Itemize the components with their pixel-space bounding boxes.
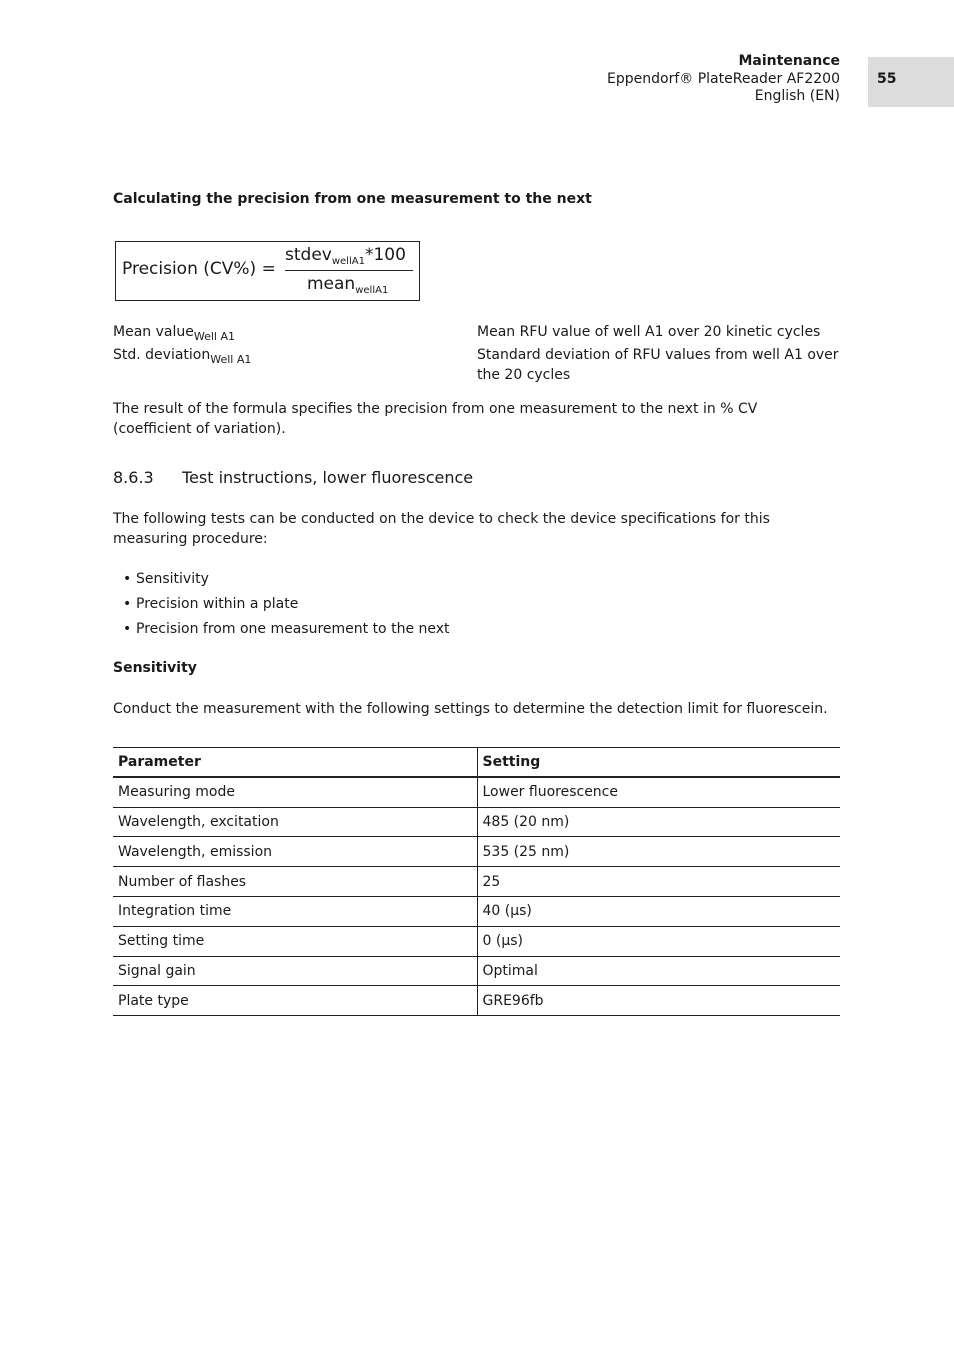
table-row <box>113 896 840 926</box>
table-cell-setting: Optimal <box>477 956 840 986</box>
formula-lhs: Precision (CV%) = <box>122 259 276 279</box>
table-cell-setting: GRE96fb <box>477 986 840 1016</box>
sensitivity-heading: Sensitivity <box>113 660 197 676</box>
definition-description: Mean RFU value of well A1 over 20 kinetic cycles <box>477 324 821 340</box>
definition-term <box>113 345 251 366</box>
table-row <box>113 777 840 807</box>
page-number-tab <box>868 57 954 107</box>
definition-term-main: Std. deviation <box>113 347 211 363</box>
table-cell-parameter: Number of flashes <box>113 867 477 897</box>
table-cell-setting: 0 (µs) <box>477 926 840 956</box>
definition-term-main: Mean value <box>113 324 194 340</box>
table-cell-parameter: Measuring mode <box>113 777 477 807</box>
table-cell-setting: 485 (20 nm) <box>477 807 840 837</box>
list-item-text: Sensitivity <box>136 571 209 587</box>
formula-numerator-tail: *100 <box>364 245 406 265</box>
table-row <box>113 807 840 837</box>
header-product-name: Eppendorf® PlateReader AF2200 <box>607 70 840 87</box>
list-item: • Precision within a plate <box>123 596 299 612</box>
section-title: Test instructions, lower fluorescence <box>182 468 474 487</box>
table-header-row <box>113 748 840 778</box>
column-header-parameter: Parameter <box>113 748 477 778</box>
table-cell-parameter: Wavelength, emission <box>113 837 477 867</box>
table-row <box>113 986 840 1016</box>
section-number: 8.6.3 <box>113 468 154 487</box>
header-section-title: Maintenance <box>738 53 840 69</box>
definition-description: Standard deviation of RFU values from well A1 over the 20 cycles <box>477 347 839 383</box>
page-header <box>607 53 840 106</box>
table-cell-parameter: Signal gain <box>113 956 477 986</box>
column-header-setting: Setting <box>477 748 840 778</box>
table-cell-parameter: Plate type <box>113 986 477 1016</box>
table-cell-setting: 40 (µs) <box>477 896 840 926</box>
intro-paragraph: The following tests can be conducted on the device to check the device specifications for this measuring procedure: <box>113 511 770 547</box>
header-language: English (EN) <box>754 88 840 104</box>
page-number: 55 <box>877 71 897 87</box>
precision-formula <box>115 241 420 301</box>
table-row <box>113 956 840 986</box>
list-item-text: Precision from one measurement to the next <box>136 621 450 637</box>
table-row <box>113 837 840 867</box>
table-row <box>113 867 840 897</box>
result-paragraph: The result of the formula specifies the precision from one measurement to the next in % CV (coefficient of variation). <box>113 401 758 437</box>
formula-denominator <box>307 274 388 294</box>
definition-term-sub: Well A1 <box>210 353 252 366</box>
table-cell-setting: Lower fluorescence <box>477 777 840 807</box>
formula-numerator <box>285 245 406 265</box>
table-cell-parameter: Wavelength, excitation <box>113 807 477 837</box>
table-cell-parameter: Integration time <box>113 896 477 926</box>
definition-term <box>113 322 235 343</box>
table-cell-setting: 25 <box>477 867 840 897</box>
table-cell-parameter: Setting time <box>113 926 477 956</box>
settings-table <box>113 747 840 1016</box>
table-row <box>113 926 840 956</box>
formula-denominator-sub: wellA1 <box>355 285 389 296</box>
definition-term-sub: Well A1 <box>193 330 235 343</box>
calculation-heading: Calculating the precision from one measurement to the next <box>113 191 592 207</box>
table-cell-setting: 535 (25 nm) <box>477 837 840 867</box>
test-list <box>113 569 450 644</box>
formula-numerator-main: stdev <box>285 245 332 265</box>
formula-fraction-line <box>285 270 413 271</box>
list-item-text: Precision within a plate <box>136 596 299 612</box>
sensitivity-paragraph: Conduct the measurement with the following settings to determine the detection limit for fluorescein. <box>113 701 828 717</box>
formula-denominator-main: mean <box>307 274 356 294</box>
formula-numerator-sub: wellA1 <box>331 256 365 267</box>
list-item: • Sensitivity <box>123 571 209 587</box>
list-item: • Precision from one measurement to the next <box>123 621 450 637</box>
section-heading <box>113 468 473 487</box>
